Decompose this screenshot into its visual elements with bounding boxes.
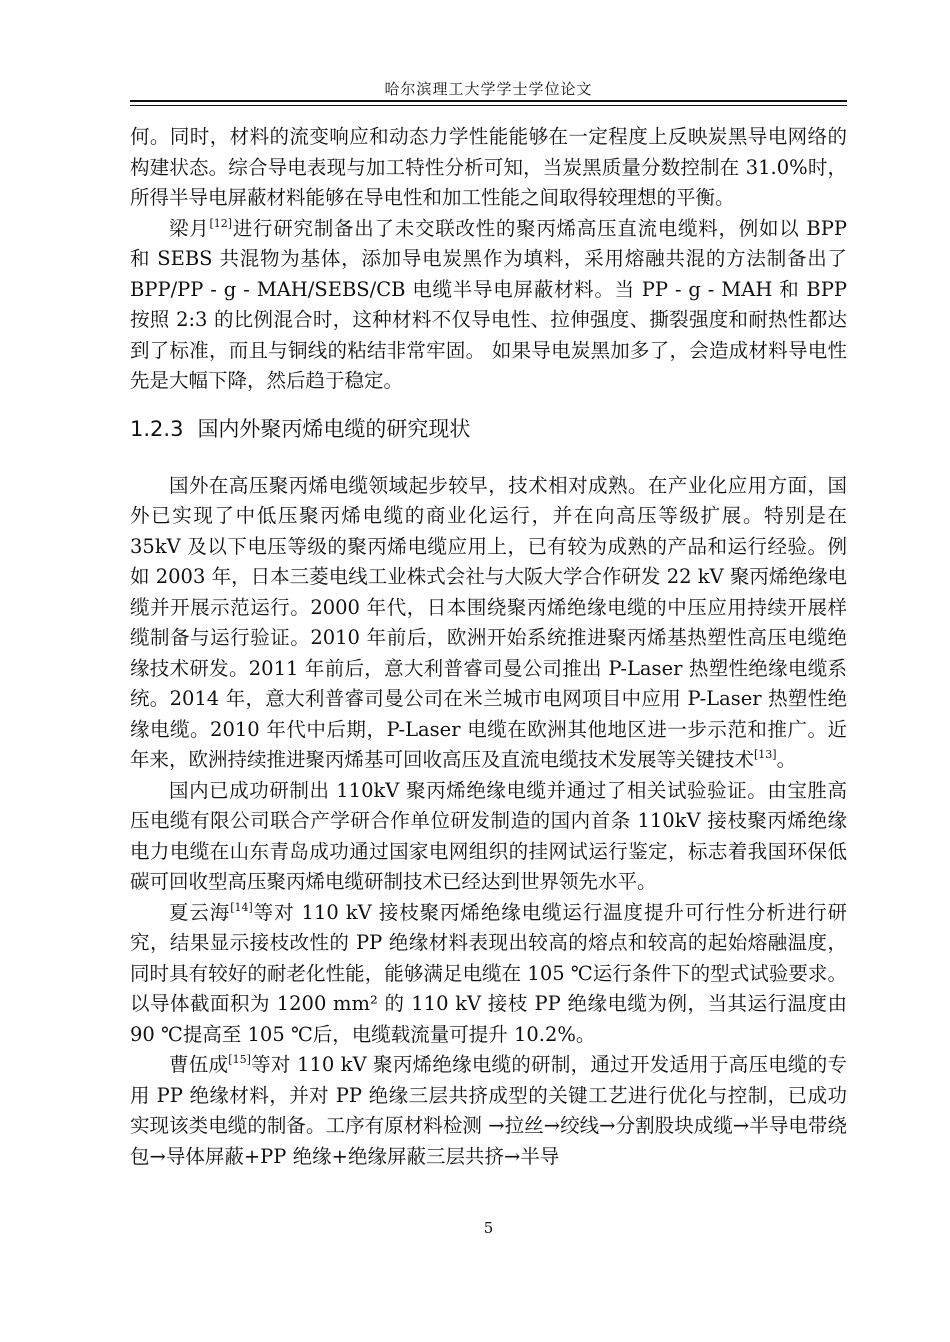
citation-ref: [12] [209, 216, 233, 230]
section-heading [130, 414, 847, 444]
paragraph-foreign-research [130, 471, 847, 776]
paragraph-text: 国外在高压聚丙烯电缆领域起步较早，技术相对成熟。在产业化应用方面，国外已实现了中低压聚丙烯电缆的商业化运行，并在向高压等级扩展。特别是在 35kV 及以下电压等级的聚丙烯电缆应用上，已有较为成熟的产品和运行经验。例如 2003 年，日本三菱电线工业株式会社与大阪大学合作研发 22 kV 聚丙烯绝缘电缆并开展示范运行。2000 年代，日本围绕聚丙烯绝缘电缆的中压应用持续开展样缆制备与运行验证。2010 年前后，欧洲开始系统推进聚丙烯基热塑性高压电缆绝缘技术研发。2011 年前后，意大利普睿司曼公司推出 P-Laser 热塑性绝缘电缆系统。2014 年，意大利普睿司曼公司在米兰城市电网项目中应用 P-Laser 热塑性绝缘电缆。2010 年代中后期，P-Laser 电缆在欧洲其他地区进一步示范和推广。近年来，欧洲持续推进聚丙烯基可回收高压及直流电缆技术发展等关键技术 [130, 473, 847, 771]
paragraph-xia-yunhai [130, 898, 847, 1051]
paragraph-cao-wucheng [130, 1050, 847, 1172]
section-title: 国内外聚丙烯电缆的研究现状 [197, 416, 471, 441]
running-header: 哈尔滨理工大学学士学位论文 [384, 80, 593, 98]
header-rule-thick [130, 100, 847, 102]
citation-ref: [15] [228, 1053, 251, 1066]
paragraph-text: 。 [776, 748, 797, 771]
paragraph-liang-yue [130, 214, 847, 397]
citation-ref: [14] [230, 900, 253, 914]
citation-ref: [13] [754, 748, 777, 761]
paragraph-text: 等对 110 kV 聚丙烯绝缘电缆的研制，通过开发适用于高压电缆的专用 PP 绝缘材料，并对 PP 绝缘三层共挤成型的关键工艺进行优化与控制，已成功实现该类电缆的制备。工序有原材料检测 →拉丝→绞线→分割股块成缆→半导电带绕包→导体屏蔽+PP 绝缘+绝缘屏蔽三层共挤→半导 [130, 1053, 847, 1168]
paragraph-domestic-research: 国内已成功研制出 110kV 聚丙烯绝缘电缆并通过了相关试验验证。由宝胜高压电缆有限公司联合产学研合作单位研发制造的国内首条 110kV 接枝聚丙烯绝缘电力电缆在山东青岛成功通过国家电网组织的挂网试运行鉴定，标志着我国环保低碳可回收型高压聚丙烯电缆研制技术已经达到世界领先水平。 [130, 778, 847, 893]
paragraph-continuation: 何。同时，材料的流变响应和动态力学性能能够在一定程度上反映炭黑导电网络的构建状态。综合导电表现与加工特性分析可知，当炭黑质量分数控制在 31.0%时，所得半导电屏蔽材料能够在导电性和加工性能之间取得较理想的平衡。 [130, 125, 847, 209]
header-rule-thin [130, 105, 847, 106]
paragraph-text: 进行研究制备出了未交联改性的聚丙烯高压直流电缆料，例如以 BPP 和 SEBS 共混物为基体，添加导电炭黑作为填料，采用熔融共混的方法制备出了 BPP/PP - g - MAH/SEBS/CB 电缆半导电屏蔽材料。当 PP - g - MAH 和 BPP 按照 2:3 的比例混合时，这种材料不仅导电性、拉伸强度、撕裂强度和耐热性都达到了标准，而且与铜线的粘结非常牢固。 如果导电炭黑加多了，会造成材料导电性先是大幅下降，然后趋于稳定。 [130, 216, 847, 392]
author-name: 夏云海 [169, 900, 231, 924]
paragraph-text: 等对 110 kV 接枝聚丙烯绝缘电缆运行温度提升可行性分析进行研究，结果显示接枝改性的 PP 绝缘材料表现出较高的熔点和较高的起始熔融温度，同时具有较好的耐老化性能，能够满足电缆在 105 ℃运行条件下的型式试验要求。以导体截面积为 1200 mm² 的 110 kV 接枝 PP 绝缘电缆为例，当其运行温度由 90 ℃提高至 105 ℃后，电缆载流量可提升 10.2%。 [130, 900, 847, 1046]
section-number: 1.2.3 [130, 416, 184, 441]
author-name: 梁月 [169, 216, 210, 240]
author-name: 曹伍成 [169, 1053, 229, 1076]
page-number: 5 [483, 1219, 494, 1237]
body-text [130, 122, 847, 1172]
